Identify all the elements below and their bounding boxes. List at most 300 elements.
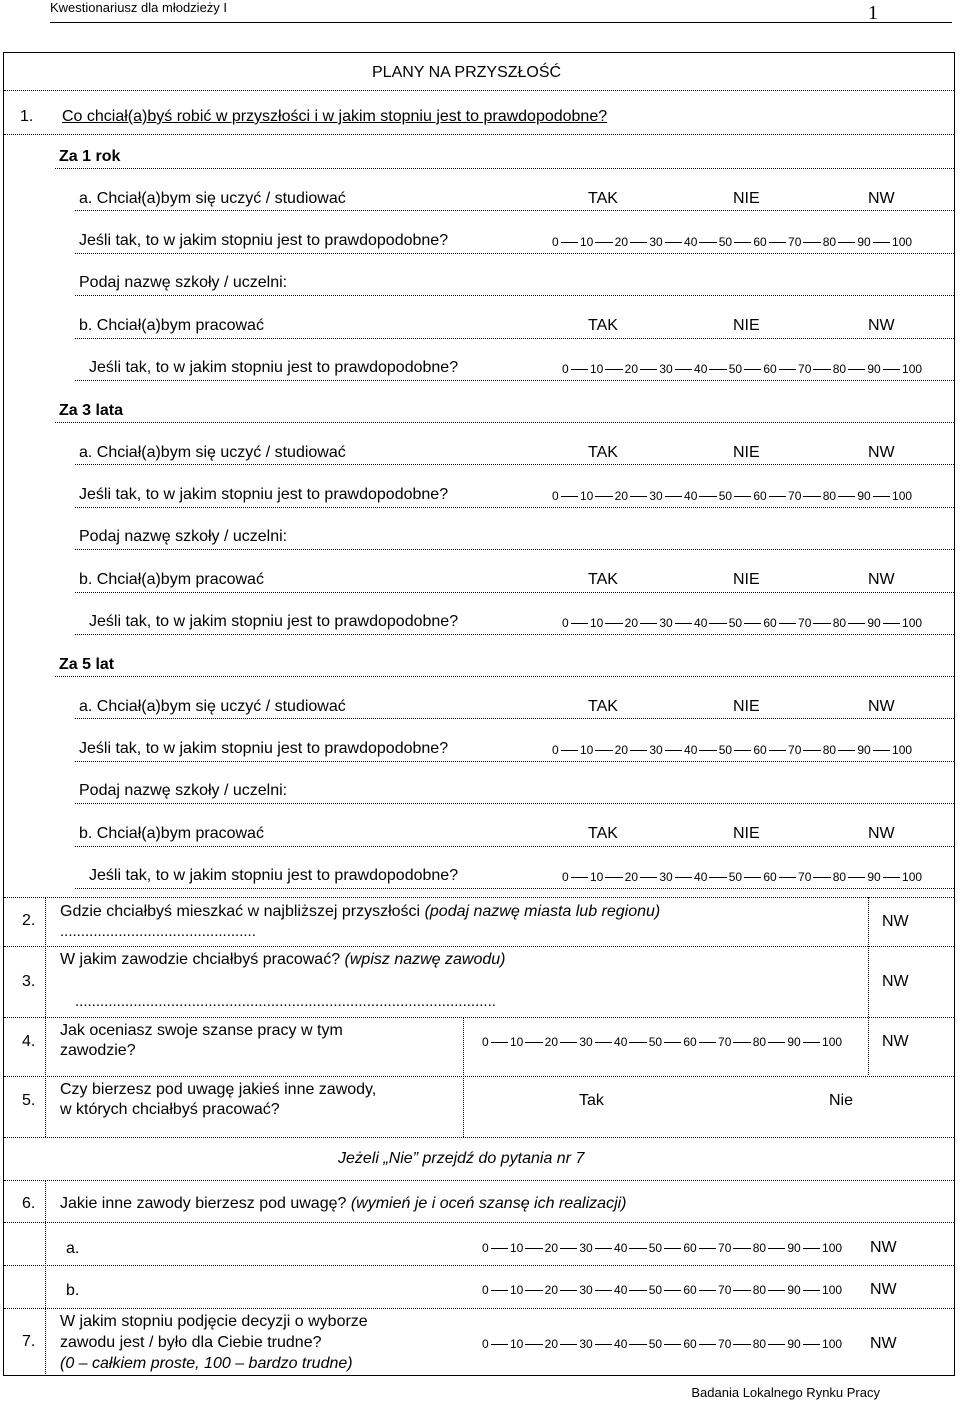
scale-tick[interactable]: 100 xyxy=(822,1241,843,1255)
scale-segment xyxy=(838,242,855,243)
scale-tick[interactable]: 80 xyxy=(832,362,847,376)
scale-segment xyxy=(848,369,865,370)
scale-tick[interactable]: 80 xyxy=(822,235,837,249)
q1-likelihood-scale[interactable] xyxy=(552,742,912,758)
q4-text-line2: zawodzie? xyxy=(60,1042,136,1059)
scale-tick[interactable]: 50 xyxy=(718,489,733,503)
scale-segment xyxy=(595,1344,612,1345)
scale-segment xyxy=(699,1248,716,1249)
scale-segment xyxy=(664,1344,681,1345)
scale-tick[interactable]: 90 xyxy=(787,1283,801,1297)
row-divider xyxy=(4,134,954,135)
scale-tick[interactable]: 60 xyxy=(753,489,767,503)
scale-segment xyxy=(803,496,820,497)
scale-segment xyxy=(640,877,657,878)
scale-segment xyxy=(629,1042,646,1043)
scale-segment xyxy=(803,1344,820,1345)
scale-tick[interactable]: 0 xyxy=(562,616,569,630)
header-rule xyxy=(50,22,952,23)
scale-tick[interactable]: 80 xyxy=(822,743,837,757)
scale-tick[interactable]: 50 xyxy=(648,1337,663,1351)
scale-segment xyxy=(768,1042,785,1043)
scale-tick[interactable]: 10 xyxy=(510,1283,524,1297)
scale-tick[interactable]: 10 xyxy=(590,870,604,884)
scale-segment xyxy=(803,1290,820,1291)
q7-text-line2: zawodu jest / było dla Ciebie trudne? xyxy=(60,1334,322,1351)
scale-segment xyxy=(733,1042,750,1043)
scale-tick[interactable]: 40 xyxy=(614,1337,628,1351)
scale-segment xyxy=(525,1248,542,1249)
q1-yes-option[interactable]: TAK xyxy=(588,444,618,461)
scale-tick[interactable]: 30 xyxy=(659,616,673,630)
scale-segment xyxy=(813,623,830,624)
q1-school-name-input[interactable] xyxy=(330,274,890,294)
scale-segment xyxy=(734,750,751,751)
scale-tick[interactable]: 30 xyxy=(659,362,673,376)
scale-tick[interactable]: 100 xyxy=(822,1337,843,1351)
q1-period-label: Za 3 lata xyxy=(59,402,124,419)
scale-segment xyxy=(491,1248,508,1249)
scale-segment xyxy=(699,242,716,243)
row-divider xyxy=(75,549,954,550)
scale-segment xyxy=(769,496,786,497)
scale-segment xyxy=(744,623,761,624)
scale-segment xyxy=(571,877,588,878)
scale-tick[interactable]: 10 xyxy=(510,1241,524,1255)
scale-segment xyxy=(629,1290,646,1291)
q4-nw-option[interactable]: NW xyxy=(882,1033,909,1050)
q7-nw-option[interactable]: NW xyxy=(870,1335,897,1352)
q1-learn-likelihood-question: Jeśli tak, to w jakim stopniu jest to prawdopodobne? xyxy=(79,232,449,249)
scale-tick[interactable]: 90 xyxy=(867,870,881,884)
scale-tick[interactable]: 50 xyxy=(728,362,743,376)
scale-tick[interactable]: 100 xyxy=(822,1035,843,1049)
q6a-label: a. xyxy=(66,1240,80,1257)
scale-segment xyxy=(873,496,890,497)
q7-number: 7. xyxy=(22,1333,36,1350)
row-divider xyxy=(75,761,954,762)
scale-tick[interactable]: 20 xyxy=(624,870,639,884)
scale-segment xyxy=(709,623,726,624)
scale-segment xyxy=(803,242,820,243)
scale-segment xyxy=(779,369,796,370)
scale-segment xyxy=(803,750,820,751)
q1-work-likelihood-question: Jeśli tak, to w jakim stopniu jest to prawdopodobne? xyxy=(89,359,459,376)
q1-work-option-text: b. Chciał(a)bym pracować xyxy=(79,571,264,588)
scale-tick[interactable]: 0 xyxy=(482,1035,489,1049)
scale-segment xyxy=(491,1042,508,1043)
scale-tick[interactable]: 70 xyxy=(718,1337,732,1351)
scale-segment xyxy=(768,1248,785,1249)
scale-segment xyxy=(813,877,830,878)
q3-answer-blank[interactable]: ..................................................................................................... xyxy=(75,993,496,1010)
scale-tick[interactable]: 30 xyxy=(649,489,663,503)
row-divider xyxy=(75,210,954,211)
q6-number: 6. xyxy=(22,1195,36,1212)
scale-segment xyxy=(744,369,761,370)
scale-segment xyxy=(873,750,890,751)
scale-tick[interactable]: 20 xyxy=(614,743,629,757)
scale-tick[interactable]: 60 xyxy=(683,1241,697,1255)
scale-tick[interactable]: 70 xyxy=(798,616,812,630)
scale-segment xyxy=(665,242,682,243)
scale-tick[interactable]: 60 xyxy=(763,616,777,630)
scale-tick[interactable]: 50 xyxy=(648,1035,663,1049)
scale-tick[interactable]: 60 xyxy=(683,1283,697,1297)
q2-answer-blank[interactable]: ............................................... xyxy=(60,923,256,940)
scale-segment xyxy=(665,750,682,751)
scale-tick[interactable]: 100 xyxy=(902,870,923,884)
scale-segment xyxy=(525,1344,542,1345)
scale-segment xyxy=(640,369,657,370)
q5-text-line1: Czy bierzesz pod uwagę jakieś inne zawody, xyxy=(60,1081,377,1098)
q1-likelihood-scale[interactable] xyxy=(562,361,922,377)
scale-tick[interactable]: 50 xyxy=(728,616,743,630)
q1-no-option[interactable]: NIE xyxy=(733,190,760,207)
scale-tick[interactable]: 30 xyxy=(649,743,663,757)
scale-tick[interactable]: 30 xyxy=(649,235,663,249)
q7-difficulty-scale[interactable] xyxy=(482,1336,842,1352)
scale-segment xyxy=(571,623,588,624)
scale-segment xyxy=(873,242,890,243)
scale-segment xyxy=(630,750,647,751)
scale-segment xyxy=(744,877,761,878)
scale-tick[interactable]: 70 xyxy=(788,235,802,249)
scale-tick[interactable]: 90 xyxy=(787,1337,801,1351)
scale-segment xyxy=(883,369,900,370)
scale-tick[interactable]: 70 xyxy=(798,362,812,376)
row-divider xyxy=(4,1076,954,1077)
scale-segment xyxy=(630,496,647,497)
q1-school-name-input[interactable] xyxy=(330,782,890,802)
scale-segment xyxy=(605,623,622,624)
scale-segment xyxy=(733,1344,750,1345)
row-divider xyxy=(4,897,954,898)
scale-tick[interactable]: 40 xyxy=(694,870,708,884)
scale-tick[interactable]: 100 xyxy=(902,362,923,376)
scale-tick[interactable]: 100 xyxy=(902,616,923,630)
scale-tick[interactable]: 0 xyxy=(552,235,559,249)
q4-probability-scale[interactable] xyxy=(482,1034,842,1050)
scale-segment xyxy=(769,750,786,751)
scale-tick[interactable]: 10 xyxy=(590,362,604,376)
q1-no-option[interactable]: NIE xyxy=(733,444,760,461)
q1-nw-option[interactable]: NW xyxy=(868,825,895,842)
scale-tick[interactable]: 90 xyxy=(787,1241,801,1255)
scale-tick[interactable]: 100 xyxy=(892,235,913,249)
scale-segment xyxy=(699,1042,716,1043)
scale-segment xyxy=(595,242,612,243)
row-divider xyxy=(75,380,954,381)
scale-tick[interactable]: 20 xyxy=(544,1035,559,1049)
scale-tick[interactable]: 60 xyxy=(753,235,767,249)
scale-tick[interactable]: 30 xyxy=(579,1283,593,1297)
q1-nw-option[interactable]: NW xyxy=(868,698,895,715)
scale-segment xyxy=(699,496,716,497)
q6b-probability-scale[interactable] xyxy=(482,1282,842,1298)
scale-segment xyxy=(709,369,726,370)
scale-tick[interactable]: 40 xyxy=(694,362,708,376)
q1-yes-option[interactable]: TAK xyxy=(588,317,618,334)
scale-tick[interactable]: 0 xyxy=(482,1337,489,1351)
row-divider xyxy=(4,1180,954,1181)
scale-tick[interactable]: 70 xyxy=(718,1241,732,1255)
scale-segment xyxy=(665,496,682,497)
q1-school-name-prompt: Podaj nazwę szkoły / uczelni: xyxy=(79,274,288,291)
scale-tick[interactable]: 0 xyxy=(562,870,569,884)
q1-nw-option[interactable]: NW xyxy=(868,317,895,334)
scale-tick[interactable]: 40 xyxy=(684,235,698,249)
q1-learn-option-text: a. Chciał(a)bym się uczyć / studiować xyxy=(79,698,346,715)
q3-text: W jakim zawodzie chciałbyś pracować? xyxy=(60,951,345,968)
scale-tick[interactable]: 100 xyxy=(892,489,913,503)
scale-tick[interactable]: 40 xyxy=(694,616,708,630)
q1-learn-option-text: a. Chciał(a)bym się uczyć / studiować xyxy=(79,190,346,207)
q5-yes-option[interactable]: Tak xyxy=(579,1092,604,1109)
scale-tick[interactable]: 20 xyxy=(544,1241,559,1255)
row-divider xyxy=(75,464,954,465)
scale-tick[interactable]: 90 xyxy=(857,489,871,503)
scale-segment xyxy=(675,877,692,878)
q1-learn-likelihood-question: Jeśli tak, to w jakim stopniu jest to prawdopodobne? xyxy=(79,486,449,503)
page-number: 1 xyxy=(868,2,878,24)
q1-work-likelihood-question: Jeśli tak, to w jakim stopniu jest to prawdopodobne? xyxy=(89,867,459,884)
scale-column-divider xyxy=(463,1017,464,1137)
scale-segment xyxy=(595,1290,612,1291)
scale-segment xyxy=(605,369,622,370)
q3-hint: (wpisz nazwę zawodu) xyxy=(344,951,506,968)
scale-segment xyxy=(813,369,830,370)
scale-tick[interactable]: 80 xyxy=(752,1283,767,1297)
scale-tick[interactable]: 50 xyxy=(718,235,733,249)
scale-segment xyxy=(734,242,751,243)
q1-likelihood-scale[interactable] xyxy=(562,615,922,631)
scale-tick[interactable]: 90 xyxy=(857,235,871,249)
scale-segment xyxy=(561,750,578,751)
q1-school-name-prompt: Podaj nazwę szkoły / uczelni: xyxy=(79,782,288,799)
scale-tick[interactable]: 10 xyxy=(510,1035,524,1049)
scale-segment xyxy=(838,496,855,497)
row-divider xyxy=(4,1265,954,1266)
scale-segment xyxy=(629,1248,646,1249)
row-divider xyxy=(75,338,954,339)
row-divider xyxy=(75,803,954,804)
scale-tick[interactable]: 90 xyxy=(787,1035,801,1049)
q1-no-option[interactable]: NIE xyxy=(733,317,760,334)
row-divider xyxy=(4,1222,954,1223)
scale-tick[interactable]: 10 xyxy=(580,489,594,503)
document-header-title: Kwestionariusz dla młodzieży I xyxy=(50,0,228,15)
row-divider xyxy=(4,1137,954,1138)
row-divider xyxy=(55,676,954,677)
scale-tick[interactable]: 50 xyxy=(648,1241,663,1255)
q2-hint: (podaj nazwę miasta lub regionu) xyxy=(424,903,661,920)
scale-tick[interactable]: 70 xyxy=(718,1035,732,1049)
q1-no-option[interactable]: NIE xyxy=(733,571,760,588)
scale-tick[interactable]: 50 xyxy=(718,743,733,757)
scale-tick[interactable]: 40 xyxy=(614,1283,628,1297)
scale-tick[interactable]: 10 xyxy=(590,616,604,630)
q1-learn-likelihood-question: Jeśli tak, to w jakim stopniu jest to prawdopodobne? xyxy=(79,740,449,757)
q1-no-option[interactable]: NIE xyxy=(733,698,760,715)
scale-tick[interactable]: 100 xyxy=(892,743,913,757)
scale-segment xyxy=(779,623,796,624)
number-column-divider xyxy=(45,1180,46,1376)
scale-segment xyxy=(883,877,900,878)
q1-yes-option[interactable]: TAK xyxy=(588,825,618,842)
scale-tick[interactable]: 60 xyxy=(683,1337,697,1351)
scale-tick[interactable]: 10 xyxy=(510,1337,524,1351)
q4-text-line1: Jak oceniasz swoje szanse pracy w tym xyxy=(60,1022,343,1039)
scale-tick[interactable]: 20 xyxy=(614,235,629,249)
scale-segment xyxy=(838,750,855,751)
scale-segment xyxy=(848,623,865,624)
scale-tick[interactable]: 0 xyxy=(552,743,559,757)
q1-likelihood-scale[interactable] xyxy=(552,488,912,504)
scale-tick[interactable]: 40 xyxy=(614,1035,628,1049)
scale-segment xyxy=(779,877,796,878)
q2-nw-option[interactable]: NW xyxy=(882,913,909,930)
row-divider xyxy=(75,634,954,635)
scale-segment xyxy=(699,1344,716,1345)
scale-tick[interactable]: 20 xyxy=(614,489,629,503)
scale-tick[interactable]: 10 xyxy=(580,743,594,757)
q6b-nw-option[interactable]: NW xyxy=(870,1281,897,1298)
row-divider xyxy=(55,422,954,423)
scale-segment xyxy=(848,877,865,878)
scale-tick[interactable]: 90 xyxy=(857,743,871,757)
scale-tick[interactable]: 30 xyxy=(659,870,673,884)
scale-tick[interactable]: 80 xyxy=(832,616,847,630)
q1-likelihood-scale[interactable] xyxy=(562,869,922,885)
q1-work-option-text: b. Chciał(a)bym pracować xyxy=(79,825,264,842)
scale-tick[interactable]: 50 xyxy=(728,870,743,884)
scale-segment xyxy=(768,1290,785,1291)
q1-yes-option[interactable]: TAK xyxy=(588,190,618,207)
scale-tick[interactable]: 70 xyxy=(788,489,802,503)
scale-tick[interactable]: 30 xyxy=(579,1241,593,1255)
scale-tick[interactable]: 90 xyxy=(867,362,881,376)
scale-segment xyxy=(525,1042,542,1043)
q1-work-option-text: b. Chciał(a)bym pracować xyxy=(79,317,264,334)
q1-no-option[interactable]: NIE xyxy=(733,825,760,842)
scale-tick[interactable]: 80 xyxy=(822,489,837,503)
scale-segment xyxy=(699,750,716,751)
scale-tick[interactable]: 60 xyxy=(683,1035,697,1049)
scale-segment xyxy=(664,1042,681,1043)
row-divider xyxy=(4,1308,954,1309)
scale-tick[interactable]: 30 xyxy=(579,1035,593,1049)
q7-text-line3: (0 – całkiem proste, 100 – bardzo trudne) xyxy=(60,1355,353,1372)
scale-segment xyxy=(595,496,612,497)
scale-tick[interactable]: 100 xyxy=(822,1283,843,1297)
q1-number: 1. xyxy=(20,108,34,125)
q5-text-line2: w których chciałbyś pracować? xyxy=(60,1101,280,1118)
q3-nw-option[interactable]: NW xyxy=(882,973,909,990)
scale-segment xyxy=(571,369,588,370)
scale-tick[interactable]: 40 xyxy=(684,743,698,757)
skip-instruction: Jeżeli „Nie” przejdź do pytania nr 7 xyxy=(338,1150,585,1167)
scale-tick[interactable]: 90 xyxy=(867,616,881,630)
scale-tick[interactable]: 40 xyxy=(684,489,698,503)
scale-tick[interactable]: 20 xyxy=(544,1283,559,1297)
footer-text: Badania Lokalnego Rynku Pracy xyxy=(691,1385,880,1400)
q6a-nw-option[interactable]: NW xyxy=(870,1239,897,1256)
scale-tick[interactable]: 0 xyxy=(562,362,569,376)
scale-tick[interactable]: 10 xyxy=(580,235,594,249)
scale-segment xyxy=(699,1290,716,1291)
q2-number: 2. xyxy=(22,912,36,929)
scale-segment xyxy=(769,242,786,243)
scale-tick[interactable]: 70 xyxy=(718,1283,732,1297)
scale-tick[interactable]: 80 xyxy=(752,1337,767,1351)
scale-tick[interactable]: 40 xyxy=(614,1241,628,1255)
q5-no-option[interactable]: Nie xyxy=(829,1092,854,1109)
scale-tick[interactable]: 60 xyxy=(753,743,767,757)
section-title: PLANY NA PRZYSZŁOŚĆ xyxy=(372,64,562,81)
q1-yes-option[interactable]: TAK xyxy=(588,698,618,715)
row-divider xyxy=(55,168,954,169)
scale-segment xyxy=(733,1290,750,1291)
scale-segment xyxy=(525,1290,542,1291)
q1-period-label: Za 5 lat xyxy=(59,656,115,673)
q2-text: Gdzie chciałbyś mieszkać w najbliższej przyszłości xyxy=(60,903,425,920)
row-divider xyxy=(75,295,954,296)
q6a-probability-scale[interactable] xyxy=(482,1240,842,1256)
scale-segment xyxy=(595,1248,612,1249)
q1-nw-option[interactable]: NW xyxy=(868,571,895,588)
scale-tick[interactable]: 0 xyxy=(482,1283,489,1297)
scale-tick[interactable]: 60 xyxy=(763,870,777,884)
q6-text: Jakie inne zawody bierzesz pod uwagę? xyxy=(60,1195,351,1212)
scale-tick[interactable]: 70 xyxy=(798,870,812,884)
q1-yes-option[interactable]: TAK xyxy=(588,571,618,588)
scale-tick[interactable]: 0 xyxy=(552,489,559,503)
scale-tick[interactable]: 50 xyxy=(648,1283,663,1297)
q3-number: 3. xyxy=(22,973,36,990)
scale-segment xyxy=(709,877,726,878)
q1-nw-option[interactable]: NW xyxy=(868,190,895,207)
scale-tick[interactable]: 30 xyxy=(579,1337,593,1351)
scale-tick[interactable]: 20 xyxy=(624,616,639,630)
scale-segment xyxy=(640,623,657,624)
scale-tick[interactable]: 20 xyxy=(624,362,639,376)
q1-learn-option-text: a. Chciał(a)bym się uczyć / studiować xyxy=(79,444,346,461)
scale-tick[interactable]: 60 xyxy=(763,362,777,376)
q1-school-name-prompt: Podaj nazwę szkoły / uczelni: xyxy=(79,528,288,545)
scale-tick[interactable]: 80 xyxy=(752,1035,767,1049)
scale-tick[interactable]: 80 xyxy=(752,1241,767,1255)
scale-tick[interactable]: 80 xyxy=(832,870,847,884)
scale-tick[interactable]: 0 xyxy=(482,1241,489,1255)
q1-likelihood-scale[interactable] xyxy=(552,234,912,250)
q1-school-name-input[interactable] xyxy=(330,528,890,548)
q1-work-likelihood-question: Jeśli tak, to w jakim stopniu jest to prawdopodobne? xyxy=(89,613,459,630)
q1-period-label: Za 1 rok xyxy=(59,148,121,165)
scale-segment xyxy=(664,1248,681,1249)
scale-segment xyxy=(733,1248,750,1249)
scale-tick[interactable]: 70 xyxy=(788,743,802,757)
q1-nw-option[interactable]: NW xyxy=(868,444,895,461)
scale-segment xyxy=(629,1344,646,1345)
q6b-label: b. xyxy=(66,1282,80,1299)
scale-tick[interactable]: 20 xyxy=(544,1337,559,1351)
row-divider xyxy=(75,592,954,593)
scale-segment xyxy=(883,623,900,624)
scale-segment xyxy=(560,1290,577,1291)
scale-segment xyxy=(605,877,622,878)
q6-hint: (wymień je i oceń szansę ich realizacji) xyxy=(350,1195,627,1212)
